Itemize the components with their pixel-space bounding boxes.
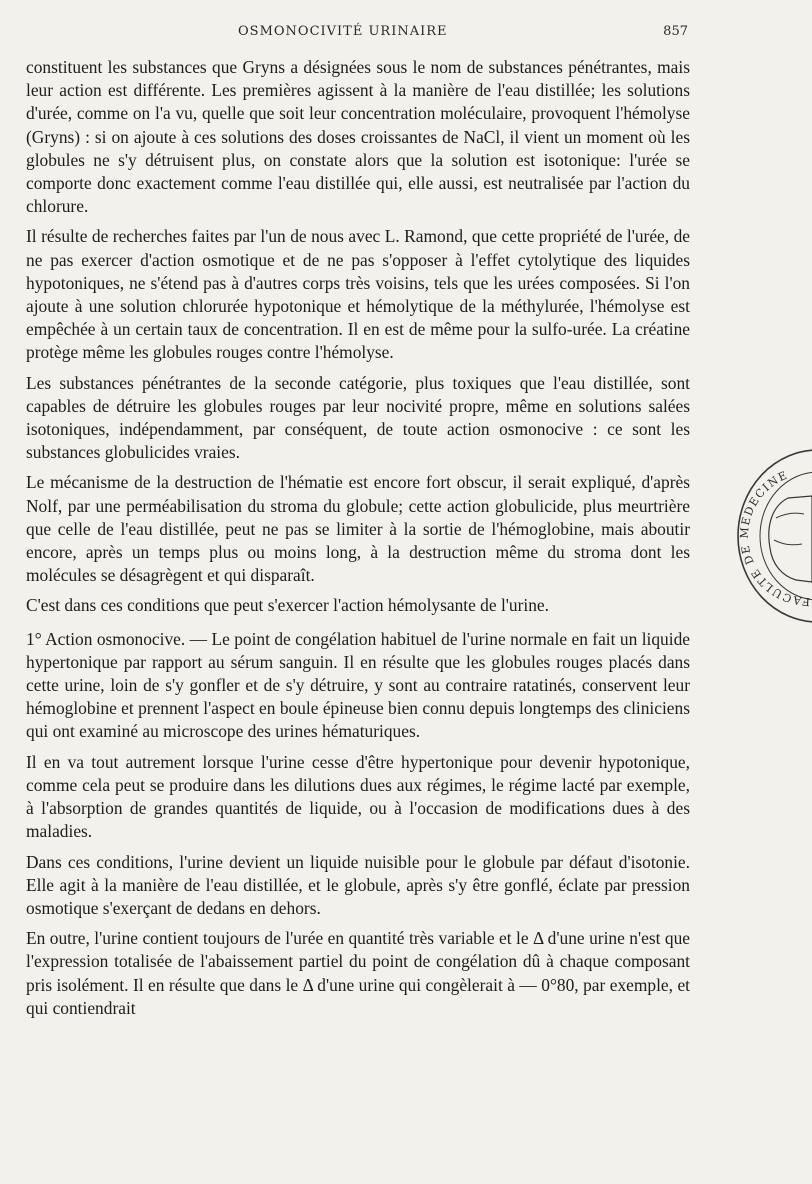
- stamp-text: FACULTE DE MEDECINE: [737, 468, 811, 609]
- paragraph-8: Dans ces conditions, l'urine devient un liquide nuisible pour le globule par défaut d'isotonie. Elle agit à la manière de l'eau distillée, et le globule, après s'y être gonflé, éclate par pression osmotique s'exerçant de dedans en dehors.: [26, 851, 690, 918]
- paragraph-9: En outre, l'urine contient toujours de l'urée en quantité très variable et le Δ d'une urine n'est que l'expression totalisée de l'abaissement partiel du point de congélation dû à chaque composant pris isolément. Il en résulte que dans le Δ d'une urine qui congèlerait à — 0°80, par exemple, et qui contiendrait: [26, 928, 690, 1018]
- paragraph-4: Le mécanisme de la destruction de l'hématie est encore fort obscur, il serait expliqué, d'après Nolf, par une perméabilisation du stroma du globule; cette action globulicide, plus meurtrière que celle de l'eau distillée, peut ne pas se limiter à la sortie de l'hémoglobine, mais aboutir encore, après un temps plus ou moins long, à la destruction même du stroma dont les molécules se désagrègent et qui disparaît.: [26, 472, 690, 586]
- library-stamp: [732, 448, 812, 624]
- paragraph-5: C'est dans ces conditions que peut s'exercer l'action hémolysante de l'urine.: [26, 595, 549, 616]
- page-header: [28, 24, 688, 44]
- body-text: [26, 56, 690, 1027]
- page-number: 857: [663, 24, 688, 39]
- paragraph-7: Il en va tout autrement lorsque l'urine cesse d'être hypertonique pour devenir hypotonique, comme cela peut se produire dans les dilutions dues aux régimes, le régime lacté par exemple, à l'absorption de grandes quantités de liquide, ou à l'occasion de modifications dues à des maladies.: [26, 751, 690, 842]
- svg-text:FACULTE DE MEDECINE: [738, 468, 810, 608]
- paragraph-6: 1° Action osmonocive. — Le point de congélation habituel de l'urine normale en fait un liquide hypertonique par rapport au sérum sanguin. Il en résulte que les globules rouges placés dans cette urine, loin de s'y gonfler et de s'y détruire, y sont au contraire ratatinés, conservent leur hémoglobine et prennent l'aspect en boule épineuse bien connu depuis longtemps des cliniciens qui ont examiné au microscope des urines hématuriques.: [26, 628, 690, 742]
- running-title: OSMONOCIVITÉ URINAIRE: [238, 24, 448, 39]
- stamp-seal-icon: [732, 448, 812, 624]
- paragraph-3: Les substances pénétrantes de la seconde catégorie, plus toxiques que l'eau distillée, sont capables de détruire les globules rouges par leur nocivité propre, même en solutions salées isotoniques, indépendamment, par conséquent, de toute action osmonocive : ce sont les substances globulicides vraies.: [26, 372, 690, 463]
- paragraph-1: constituent les substances que Gryns a désignées sous le nom de substances pénétrantes, mais leur action est différente. Les premières agissent à la manière de l'eau distillée; les solutions d'urée, comme on l'a vu, quelle que soit leur concentration moléculaire, provoquent l'hémolyse (Gryns) : si on ajoute à ces solutions des doses croissantes de NaCl, il vient un moment où les globules ne s'y détruisent plus, on constate alors que la solution est isotonique: l'urée se comporte donc exactement comme l'eau distillée qui, elle aussi, est neutralisée par l'action du chlorure.: [26, 57, 690, 217]
- paragraph-2: Il résulte de recherches faites par l'un de nous avec L. Ramond, que cette propriété de l'urée, de ne pas exercer d'action osmotique et de ne pas s'opposer à l'effet cytolytique des liquides hypotoniques, ne s'étend pas à d'autres corps très voisins, tels que les urées composées. Si l'on ajoute à une solution chlorurée hypotonique et hémolytique de la méthylurée, l'hémolyse est empêchée à un certain taux de concentration. Il en est de même pour la sulfo-urée. La créatine protège même les globules rouges contre l'hémolyse.: [26, 226, 690, 363]
